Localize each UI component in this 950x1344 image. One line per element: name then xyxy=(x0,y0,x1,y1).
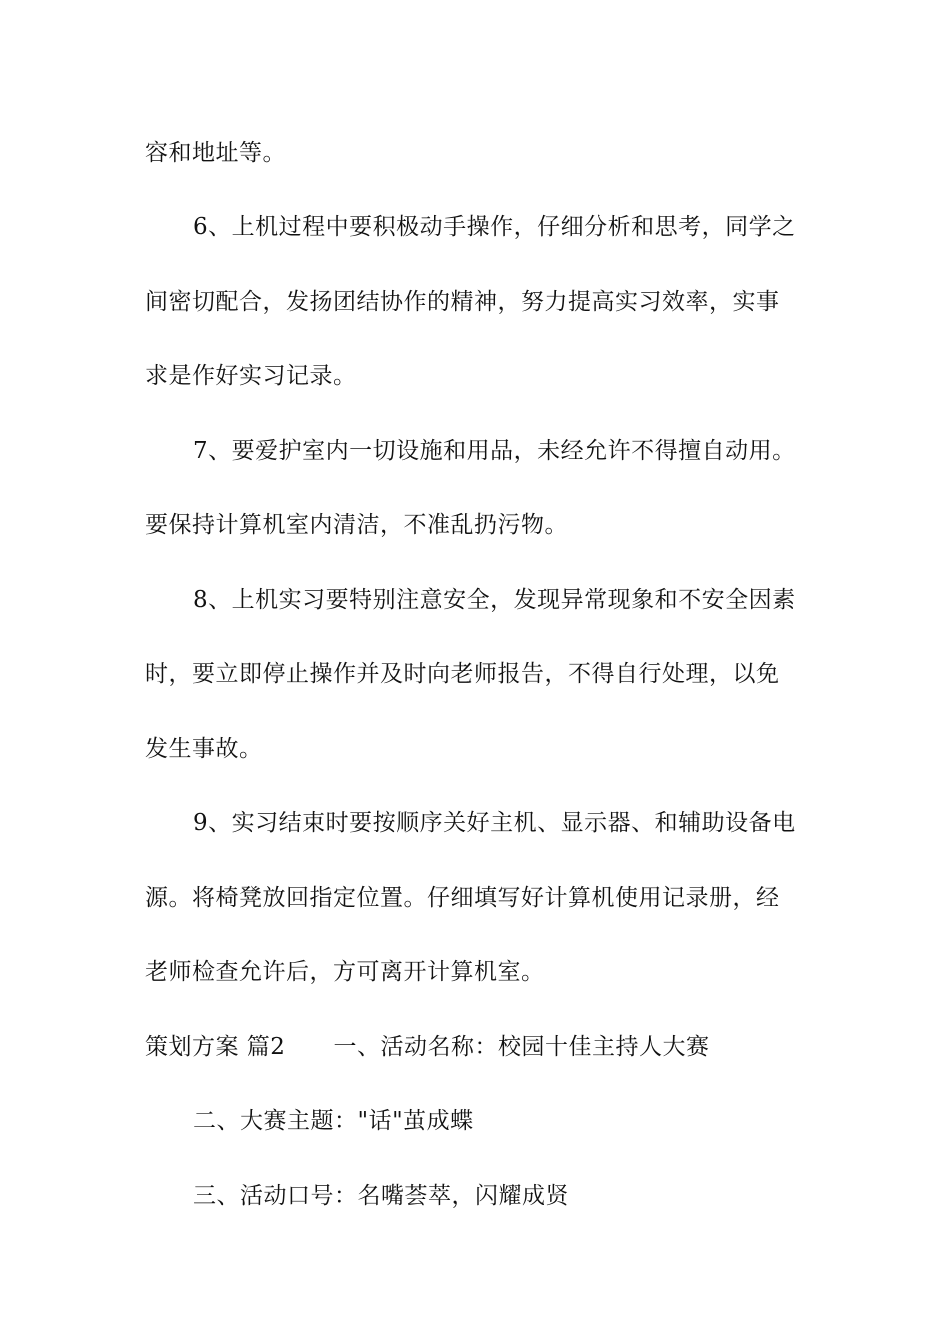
paragraph-line: 要保持计算机室内清洁，不准乱扔污物。 xyxy=(145,512,568,538)
paragraph-line: 求是作好实习记录。 xyxy=(145,363,357,389)
paragraph-line: 间密切配合，发扬团结协作的精神，努力提高实习效率，实事 xyxy=(145,289,780,315)
paragraph-line: 时，要立即停止操作并及时向老师报告，不得自行处理，以免 xyxy=(145,661,780,687)
section-header xyxy=(145,1032,709,1062)
paragraph-line: 6、上机过程中要积极动手操作，仔细分析和思考，同学之 xyxy=(193,214,796,240)
list-item: 三、活动口号：名嘴荟萃，闪耀成贤 xyxy=(193,1183,569,1209)
activity-name: 一、活动名称：校园十佳主持人大赛 xyxy=(333,1034,710,1060)
paragraph-line: 老师检查允许后，方可离开计算机室。 xyxy=(145,959,545,985)
section-label: 策划方案 篇2 xyxy=(145,1034,286,1060)
paragraph-line: 发生事故。 xyxy=(145,736,263,762)
paragraph-line: 容和地址等。 xyxy=(145,140,286,166)
paragraph-line: 8、上机实习要特别注意安全，发现异常现象和不安全因素 xyxy=(193,587,796,613)
paragraph-line: 源。将椅凳放回指定位置。仔细填写好计算机使用记录册，经 xyxy=(145,885,780,911)
list-item: 二、大赛主题："话"茧成蝶 xyxy=(193,1108,474,1134)
paragraph-line: 7、要爱护室内一切设施和用品，未经允许不得擅自动用。 xyxy=(193,438,796,464)
paragraph-line: 9、实习结束时要按顺序关好主机、显示器、和辅助设备电 xyxy=(193,810,796,836)
